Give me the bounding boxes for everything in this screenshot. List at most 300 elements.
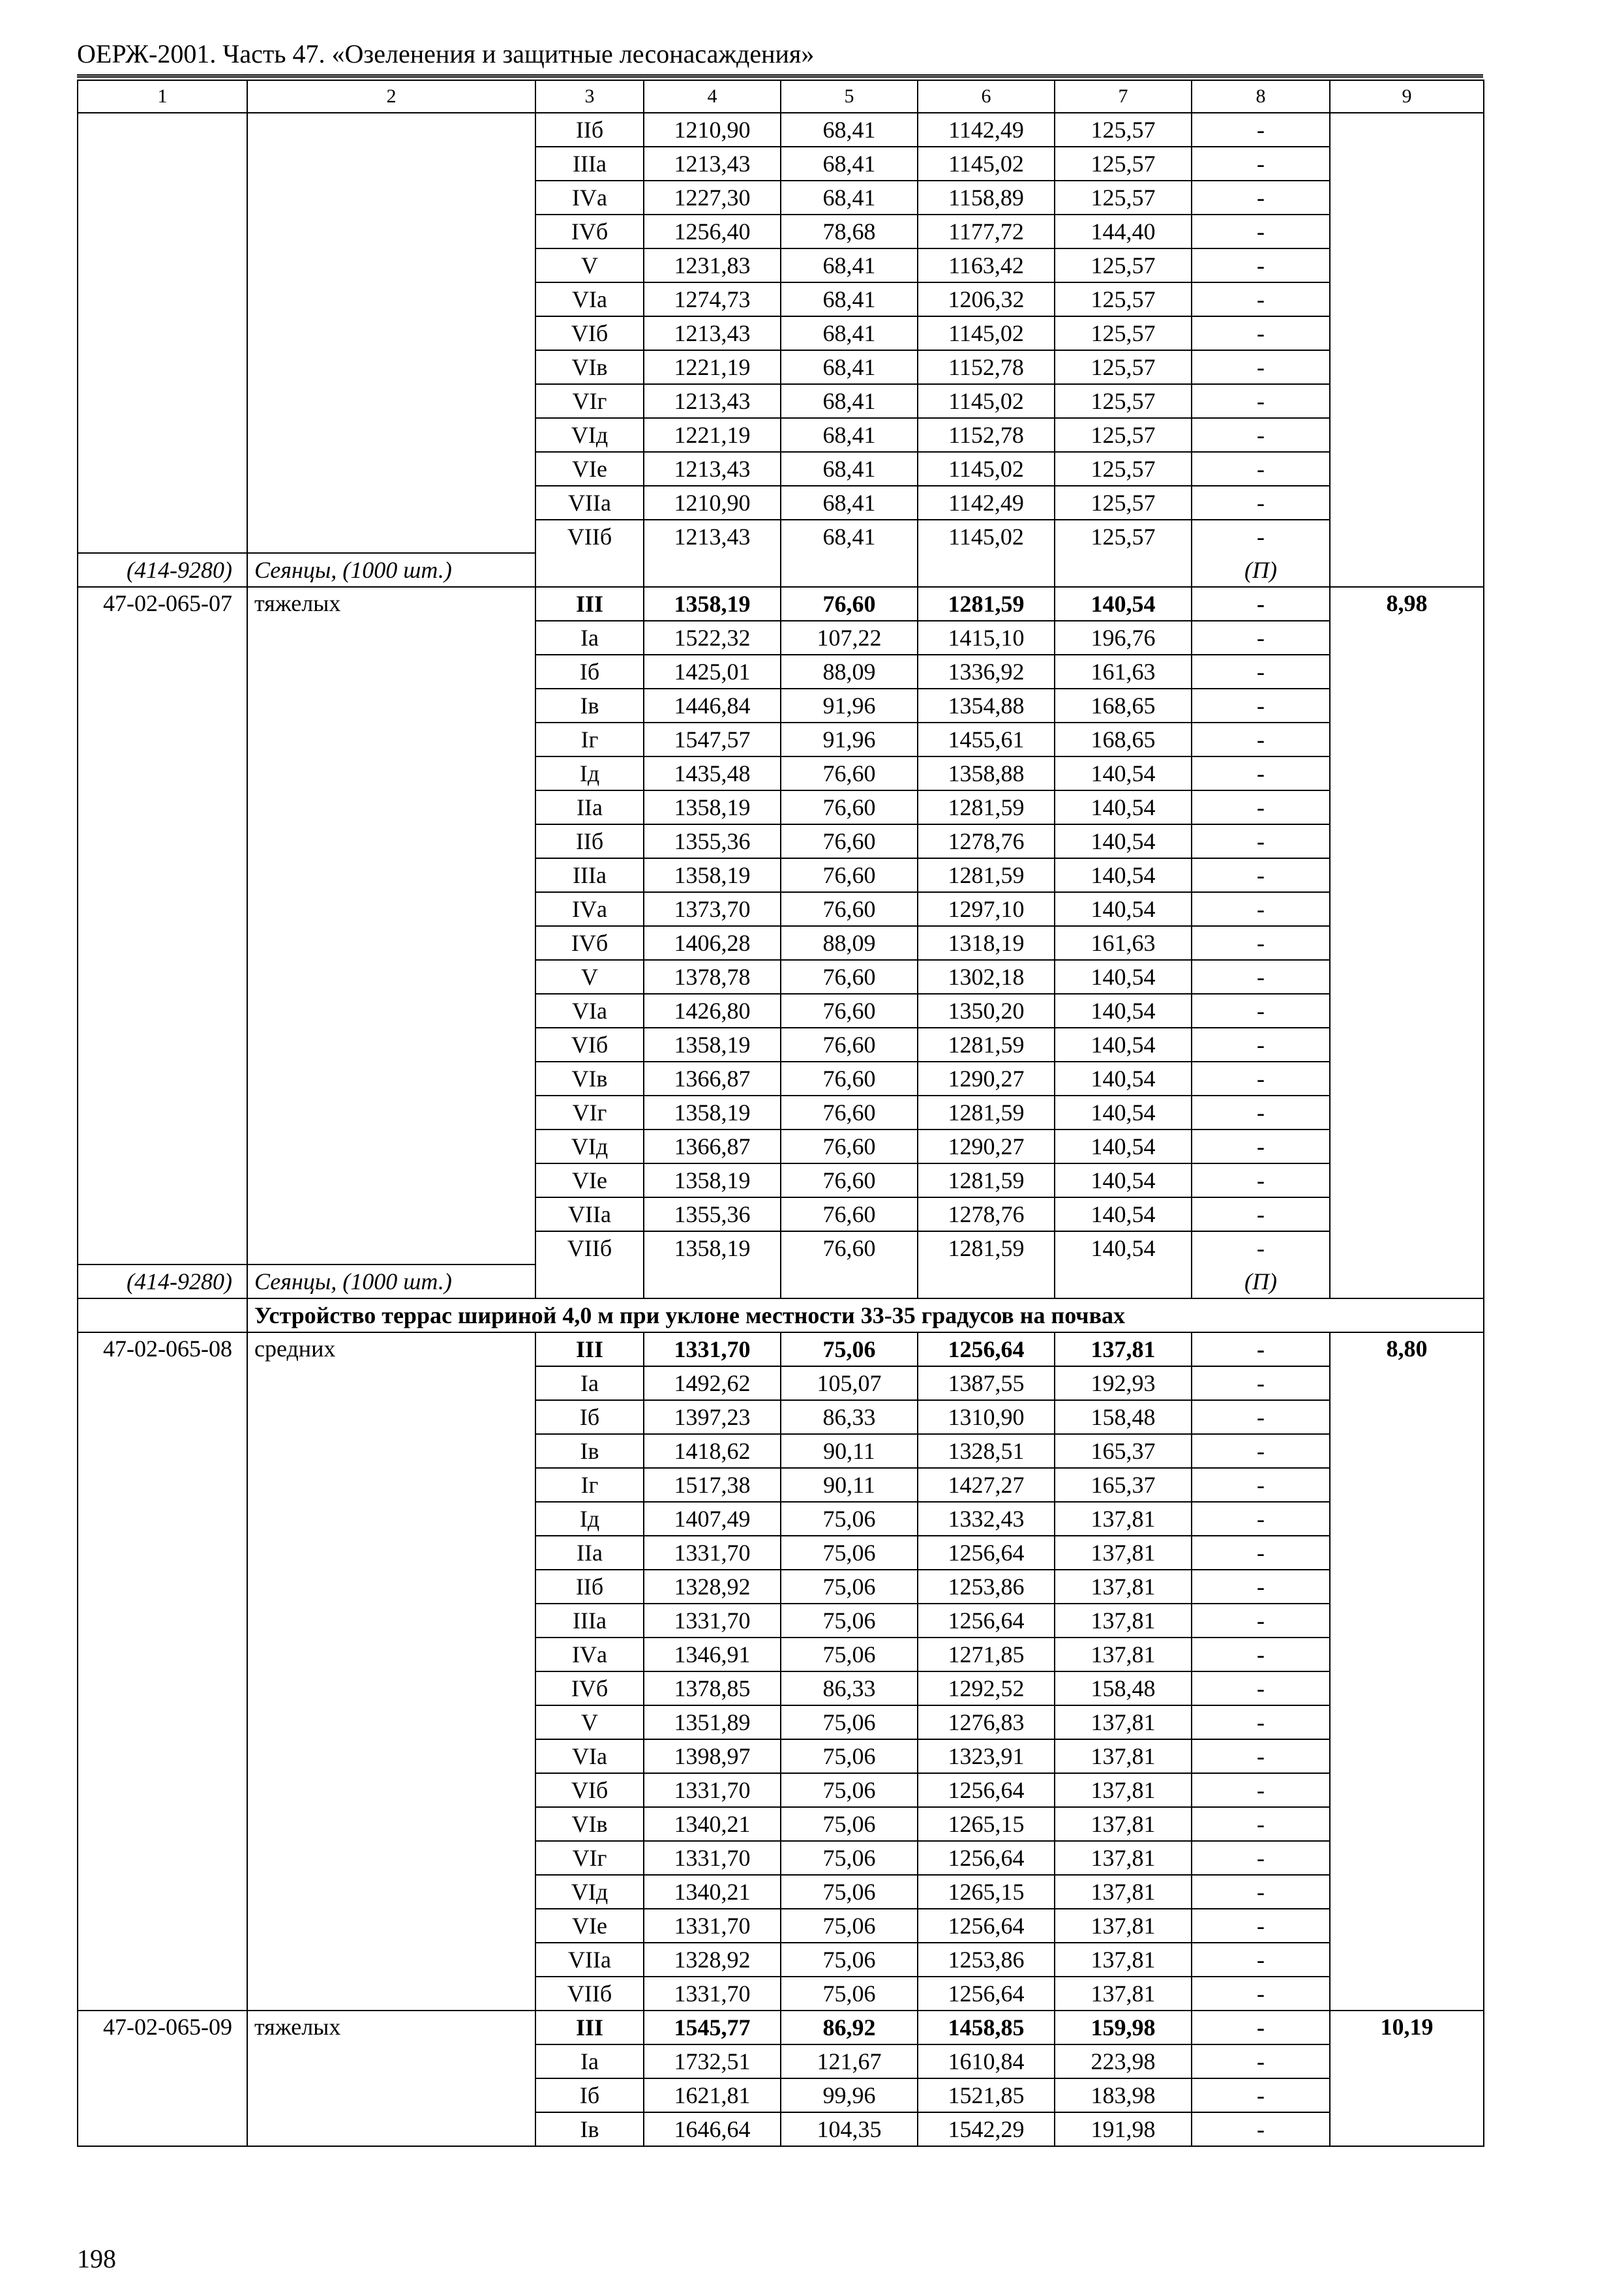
cell-region: VIа: [535, 1739, 644, 1773]
cell-region: VIе: [535, 452, 644, 486]
cell-value: -: [1192, 1163, 1330, 1197]
cell-value: 1455,61: [918, 723, 1055, 756]
cell-value: 1358,88: [918, 756, 1055, 790]
section-row: [78, 1298, 1484, 1332]
footer-row: [78, 1264, 1484, 1298]
cell-value: 137,81: [1055, 1773, 1192, 1807]
cell-value: 137,81: [1055, 1638, 1192, 1671]
cell-value: -: [1192, 1909, 1330, 1943]
cell-value: 76,60: [781, 1028, 918, 1062]
cell-value: 1331,70: [644, 1536, 781, 1570]
cell-value: 1621,81: [644, 2078, 781, 2112]
cell-region: VIа: [535, 282, 644, 316]
header-row: [78, 80, 1484, 113]
cell-value: 76,60: [781, 1231, 918, 1264]
cell-value: 125,57: [1055, 181, 1192, 215]
cell-value: 75,06: [781, 1604, 918, 1638]
cell-value: 1346,91: [644, 1638, 781, 1671]
cell-value: 1221,19: [644, 350, 781, 384]
cell-code: 47-02-065-07: [78, 587, 247, 1264]
cell-value: -: [1192, 486, 1330, 520]
cell-value: 1547,57: [644, 723, 781, 756]
cell-value: -: [1192, 824, 1330, 858]
cell-value: 1256,64: [918, 1332, 1055, 1366]
cell-value: -: [1192, 587, 1330, 621]
cell-value: -: [1192, 1434, 1330, 1468]
cell-value: 99,96: [781, 2078, 918, 2112]
cell-region: VIIа: [535, 1943, 644, 1977]
cell-value: -: [1192, 756, 1330, 790]
table-cell: [535, 553, 644, 587]
cell-value: 1278,76: [918, 1197, 1055, 1231]
cell-value: 1253,86: [918, 1943, 1055, 1977]
cell-value: 1213,43: [644, 384, 781, 418]
cell-region: IIIа: [535, 858, 644, 892]
cell-value: 1323,91: [918, 1739, 1055, 1773]
cell-value: 107,22: [781, 621, 918, 655]
cell-value: 1355,36: [644, 824, 781, 858]
cell-region: VIб: [535, 1028, 644, 1062]
cell-region: VIIа: [535, 486, 644, 520]
cell-region: IIIа: [535, 147, 644, 181]
cell-value: 1425,01: [644, 655, 781, 689]
cell-name: средних: [247, 1332, 535, 2011]
cell-value: -: [1192, 1130, 1330, 1163]
cell-value: 1271,85: [918, 1638, 1055, 1671]
rates-table: [77, 80, 1484, 2147]
table-cell: [918, 1264, 1055, 1298]
cell-value: 1355,36: [644, 1197, 781, 1231]
cell-region: V: [535, 248, 644, 282]
cell-value: 1265,15: [918, 1875, 1055, 1909]
cell-value: 137,81: [1055, 1570, 1192, 1604]
cell-value: -: [1192, 1366, 1330, 1400]
cell-value: 165,37: [1055, 1468, 1192, 1502]
cell-value: 75,06: [781, 1773, 918, 1807]
cell-value: 1145,02: [918, 520, 1055, 553]
cell-value: 125,57: [1055, 282, 1192, 316]
cell-region: IIб: [535, 1570, 644, 1604]
cell-value: -: [1192, 1773, 1330, 1807]
cell-value: 75,06: [781, 1570, 918, 1604]
cell-value: -: [1192, 316, 1330, 350]
cell-value: 1418,62: [644, 1434, 781, 1468]
cell-value: 68,41: [781, 452, 918, 486]
material-unit-flag: (П): [1192, 553, 1330, 587]
cell-value: 191,98: [1055, 2112, 1192, 2146]
cell-value: 125,57: [1055, 113, 1192, 147]
cell-value: 68,41: [781, 520, 918, 553]
material-code: (414-9280): [78, 553, 247, 587]
cell-value: 1331,70: [644, 1841, 781, 1875]
cell-total: [1330, 113, 1484, 587]
cell-value: 1142,49: [918, 486, 1055, 520]
cell-value: 76,60: [781, 1096, 918, 1130]
cell-value: 1340,21: [644, 1875, 781, 1909]
cell-value: 1492,62: [644, 1366, 781, 1400]
cell-value: 1281,59: [918, 790, 1055, 824]
cell-value: 1545,77: [644, 2011, 781, 2044]
cell-value: 125,57: [1055, 452, 1192, 486]
cell-value: 158,48: [1055, 1400, 1192, 1434]
column-header: 5: [781, 80, 918, 113]
cell-value: -: [1192, 689, 1330, 723]
cell-value: 1302,18: [918, 960, 1055, 994]
cell-value: 75,06: [781, 1739, 918, 1773]
cell-value: 76,60: [781, 994, 918, 1028]
page-header: [77, 38, 1483, 78]
material-unit-flag: (П): [1192, 1264, 1330, 1298]
cell-value: 140,54: [1055, 1062, 1192, 1096]
cell-region: IIа: [535, 790, 644, 824]
cell-value: 137,81: [1055, 1604, 1192, 1638]
cell-value: 68,41: [781, 113, 918, 147]
cell-value: 1221,19: [644, 418, 781, 452]
table-cell: [781, 1264, 918, 1298]
cell-value: 1427,27: [918, 1468, 1055, 1502]
cell-value: 75,06: [781, 1502, 918, 1536]
column-header: 1: [78, 80, 247, 113]
cell-region: IVа: [535, 1638, 644, 1671]
cell-value: 1145,02: [918, 384, 1055, 418]
cell-value: 137,81: [1055, 1536, 1192, 1570]
cell-region: V: [535, 960, 644, 994]
cell-value: 1331,70: [644, 1909, 781, 1943]
cell-value: 1281,59: [918, 1096, 1055, 1130]
cell-value: 1213,43: [644, 452, 781, 486]
cell-value: 68,41: [781, 248, 918, 282]
cell-value: 75,06: [781, 1536, 918, 1570]
cell-total: 8,80: [1330, 1332, 1484, 2011]
cell-region: VIг: [535, 1841, 644, 1875]
cell-value: 75,06: [781, 1943, 918, 1977]
cell-value: 1378,85: [644, 1671, 781, 1705]
cell-value: 75,06: [781, 1638, 918, 1671]
cell-value: 1358,19: [644, 790, 781, 824]
cell-value: -: [1192, 2044, 1330, 2078]
cell-value: 1435,48: [644, 756, 781, 790]
cell-region: VIб: [535, 1773, 644, 1807]
cell-value: -: [1192, 1231, 1330, 1264]
cell-region: VIд: [535, 1130, 644, 1163]
cell-region: Iб: [535, 655, 644, 689]
column-header: 7: [1055, 80, 1192, 113]
cell-value: 1290,27: [918, 1130, 1055, 1163]
cell-value: 158,48: [1055, 1671, 1192, 1705]
cell-value: 1297,10: [918, 892, 1055, 926]
cell-value: 68,41: [781, 350, 918, 384]
cell-value: 196,76: [1055, 621, 1192, 655]
cell-value: 1366,87: [644, 1130, 781, 1163]
cell-region: Iа: [535, 1366, 644, 1400]
cell-value: -: [1192, 1977, 1330, 2011]
cell-value: 137,81: [1055, 1909, 1192, 1943]
section-title: Устройство террас шириной 4,0 м при уклоне местности 33-35 градусов на почвах: [247, 1298, 1484, 1332]
cell-region: VIв: [535, 1807, 644, 1841]
table-row: [78, 587, 1484, 621]
cell-region: IVб: [535, 1671, 644, 1705]
cell-value: 1213,43: [644, 520, 781, 553]
cell-region: Iг: [535, 1468, 644, 1502]
cell-value: 137,81: [1055, 1332, 1192, 1366]
cell-value: 1158,89: [918, 181, 1055, 215]
table-cell: [1055, 553, 1192, 587]
cell-value: 140,54: [1055, 1231, 1192, 1264]
cell-value: 1358,19: [644, 1096, 781, 1130]
table-cell: [78, 1298, 247, 1332]
column-header: 3: [535, 80, 644, 113]
cell-value: 1446,84: [644, 689, 781, 723]
cell-region: IVб: [535, 215, 644, 248]
cell-value: 1350,20: [918, 994, 1055, 1028]
cell-region: VIIа: [535, 1197, 644, 1231]
cell-value: 137,81: [1055, 1739, 1192, 1773]
cell-value: -: [1192, 418, 1330, 452]
footer-row: [78, 553, 1484, 587]
cell-value: 1227,30: [644, 181, 781, 215]
cell-value: -: [1192, 1841, 1330, 1875]
cell-value: 75,06: [781, 1807, 918, 1841]
cell-value: 86,92: [781, 2011, 918, 2044]
document-title: ОЕРЖ-2001. Часть 47. «Озеленения и защитные лесонасаждения»: [77, 39, 815, 68]
cell-code: 47-02-065-08: [78, 1332, 247, 2011]
cell-value: 1521,85: [918, 2078, 1055, 2112]
cell-value: 125,57: [1055, 350, 1192, 384]
cell-value: -: [1192, 1705, 1330, 1739]
cell-value: 168,65: [1055, 723, 1192, 756]
cell-value: -: [1192, 621, 1330, 655]
cell-region: IVа: [535, 892, 644, 926]
cell-value: 137,81: [1055, 1807, 1192, 1841]
cell-value: 125,57: [1055, 248, 1192, 282]
cell-value: 1458,85: [918, 2011, 1055, 2044]
cell-value: 1332,43: [918, 1502, 1055, 1536]
column-header: 2: [247, 80, 535, 113]
cell-value: 1354,88: [918, 689, 1055, 723]
cell-value: 1328,92: [644, 1570, 781, 1604]
table-row: [78, 113, 1484, 147]
cell-value: 1145,02: [918, 147, 1055, 181]
cell-value: -: [1192, 1096, 1330, 1130]
cell-value: 1281,59: [918, 587, 1055, 621]
cell-value: 1281,59: [918, 1163, 1055, 1197]
cell-value: 223,98: [1055, 2044, 1192, 2078]
cell-value: 1646,64: [644, 2112, 781, 2146]
cell-value: 140,54: [1055, 994, 1192, 1028]
cell-value: 68,41: [781, 384, 918, 418]
cell-value: 1256,64: [918, 1536, 1055, 1570]
cell-region: VIIб: [535, 1977, 644, 2011]
cell-value: 91,96: [781, 689, 918, 723]
table-cell: [644, 1264, 781, 1298]
cell-value: -: [1192, 181, 1330, 215]
column-header: 8: [1192, 80, 1330, 113]
cell-value: 140,54: [1055, 1130, 1192, 1163]
cell-region: IVб: [535, 926, 644, 960]
cell-value: -: [1192, 1028, 1330, 1062]
cell-value: 140,54: [1055, 1028, 1192, 1062]
cell-region: Iб: [535, 1400, 644, 1434]
cell-value: 1522,32: [644, 621, 781, 655]
cell-value: -: [1192, 520, 1330, 553]
cell-value: 137,81: [1055, 1841, 1192, 1875]
cell-value: 68,41: [781, 316, 918, 350]
cell-value: 1256,64: [918, 1841, 1055, 1875]
cell-value: 140,54: [1055, 790, 1192, 824]
cell-value: 1256,64: [918, 1909, 1055, 1943]
cell-value: 78,68: [781, 215, 918, 248]
cell-value: 125,57: [1055, 316, 1192, 350]
cell-value: 1358,19: [644, 1028, 781, 1062]
cell-value: 1358,19: [644, 1163, 781, 1197]
cell-total: 8,98: [1330, 587, 1484, 1298]
cell-region: III: [535, 2011, 644, 2044]
cell-region: VIв: [535, 350, 644, 384]
cell-value: 75,06: [781, 1909, 918, 1943]
cell-value: 1331,70: [644, 1332, 781, 1366]
cell-value: 68,41: [781, 282, 918, 316]
cell-value: 76,60: [781, 790, 918, 824]
cell-value: 88,09: [781, 926, 918, 960]
cell-value: 1407,49: [644, 1502, 781, 1536]
cell-value: -: [1192, 1536, 1330, 1570]
cell-value: 1206,32: [918, 282, 1055, 316]
cell-value: 1145,02: [918, 316, 1055, 350]
cell-value: 1213,43: [644, 147, 781, 181]
cell-value: 88,09: [781, 655, 918, 689]
cell-value: 140,54: [1055, 960, 1192, 994]
cell-value: 1398,97: [644, 1739, 781, 1773]
cell-region: III: [535, 587, 644, 621]
cell-value: 1292,52: [918, 1671, 1055, 1705]
cell-value: 140,54: [1055, 1197, 1192, 1231]
cell-value: 1281,59: [918, 858, 1055, 892]
page-number: 198: [77, 2244, 116, 2273]
cell-value: 76,60: [781, 1130, 918, 1163]
cell-value: 68,41: [781, 181, 918, 215]
cell-value: -: [1192, 2112, 1330, 2146]
cell-value: 1542,29: [918, 2112, 1055, 2146]
cell-value: -: [1192, 2078, 1330, 2112]
table-cell: [918, 553, 1055, 587]
cell-region: Iб: [535, 2078, 644, 2112]
cell-value: 1152,78: [918, 350, 1055, 384]
cell-value: -: [1192, 1400, 1330, 1434]
cell-value: -: [1192, 1062, 1330, 1096]
cell-value: -: [1192, 147, 1330, 181]
cell-region: VIIб: [535, 520, 644, 553]
cell-region: Iа: [535, 2044, 644, 2078]
cell-value: 76,60: [781, 960, 918, 994]
cell-value: 140,54: [1055, 892, 1192, 926]
cell-region: IVа: [535, 181, 644, 215]
cell-value: 1415,10: [918, 621, 1055, 655]
cell-value: 137,81: [1055, 1943, 1192, 1977]
cell-value: -: [1192, 1570, 1330, 1604]
cell-value: -: [1192, 1807, 1330, 1841]
cell-value: 76,60: [781, 1062, 918, 1096]
cell-value: 1328,51: [918, 1434, 1055, 1468]
table-cell: [781, 553, 918, 587]
cell-value: 1336,92: [918, 655, 1055, 689]
cell-region: VIа: [535, 994, 644, 1028]
cell-value: 140,54: [1055, 1096, 1192, 1130]
cell-value: 1256,64: [918, 1977, 1055, 2011]
cell-value: 125,57: [1055, 147, 1192, 181]
cell-region: IIб: [535, 113, 644, 147]
cell-value: 1358,19: [644, 587, 781, 621]
cell-region: IIб: [535, 824, 644, 858]
cell-value: 1366,87: [644, 1062, 781, 1096]
cell-value: 1253,86: [918, 1570, 1055, 1604]
cell-value: 125,57: [1055, 486, 1192, 520]
cell-value: -: [1192, 926, 1330, 960]
cell-value: -: [1192, 655, 1330, 689]
cell-value: -: [1192, 384, 1330, 418]
cell-value: 1340,21: [644, 1807, 781, 1841]
cell-value: 76,60: [781, 892, 918, 926]
cell-value: 68,41: [781, 486, 918, 520]
material-code: (414-9280): [78, 1264, 247, 1298]
cell-value: 192,93: [1055, 1366, 1192, 1400]
cell-region: Iв: [535, 1434, 644, 1468]
cell-value: 86,33: [781, 1671, 918, 1705]
cell-value: 140,54: [1055, 824, 1192, 858]
cell-value: 1358,19: [644, 858, 781, 892]
cell-region: Iа: [535, 621, 644, 655]
cell-value: 1358,19: [644, 1231, 781, 1264]
table-cell: [535, 1264, 644, 1298]
cell-code: 47-02-065-09: [78, 2011, 247, 2146]
cell-value: 1256,64: [918, 1604, 1055, 1638]
cell-value: 1610,84: [918, 2044, 1055, 2078]
cell-value: 1278,76: [918, 824, 1055, 858]
cell-name: [247, 113, 535, 553]
cell-value: -: [1192, 1197, 1330, 1231]
cell-value: 137,81: [1055, 1977, 1192, 2011]
cell-value: 90,11: [781, 1468, 918, 1502]
cell-value: 137,81: [1055, 1875, 1192, 1909]
cell-value: 1281,59: [918, 1231, 1055, 1264]
cell-region: VIг: [535, 1096, 644, 1130]
cell-value: 137,81: [1055, 1705, 1192, 1739]
cell-value: -: [1192, 452, 1330, 486]
cell-value: -: [1192, 1671, 1330, 1705]
cell-value: 76,60: [781, 1197, 918, 1231]
column-header: 6: [918, 80, 1055, 113]
cell-value: 140,54: [1055, 1163, 1192, 1197]
cell-value: 137,81: [1055, 1502, 1192, 1536]
cell-value: 168,65: [1055, 689, 1192, 723]
cell-value: -: [1192, 1332, 1330, 1366]
cell-region: Iв: [535, 2112, 644, 2146]
cell-value: 140,54: [1055, 756, 1192, 790]
cell-name: тяжелых: [247, 2011, 535, 2146]
cell-value: -: [1192, 790, 1330, 824]
cell-value: 121,67: [781, 2044, 918, 2078]
cell-value: 1426,80: [644, 994, 781, 1028]
cell-value: -: [1192, 248, 1330, 282]
cell-region: VIе: [535, 1909, 644, 1943]
cell-value: 140,54: [1055, 858, 1192, 892]
table-row: [78, 2011, 1484, 2044]
cell-value: 125,57: [1055, 418, 1192, 452]
cell-value: 104,35: [781, 2112, 918, 2146]
cell-region: III: [535, 1332, 644, 1366]
table-cell: [644, 553, 781, 587]
cell-value: 1378,78: [644, 960, 781, 994]
material-name: Сеянцы, (1000 шт.): [247, 1264, 535, 1298]
